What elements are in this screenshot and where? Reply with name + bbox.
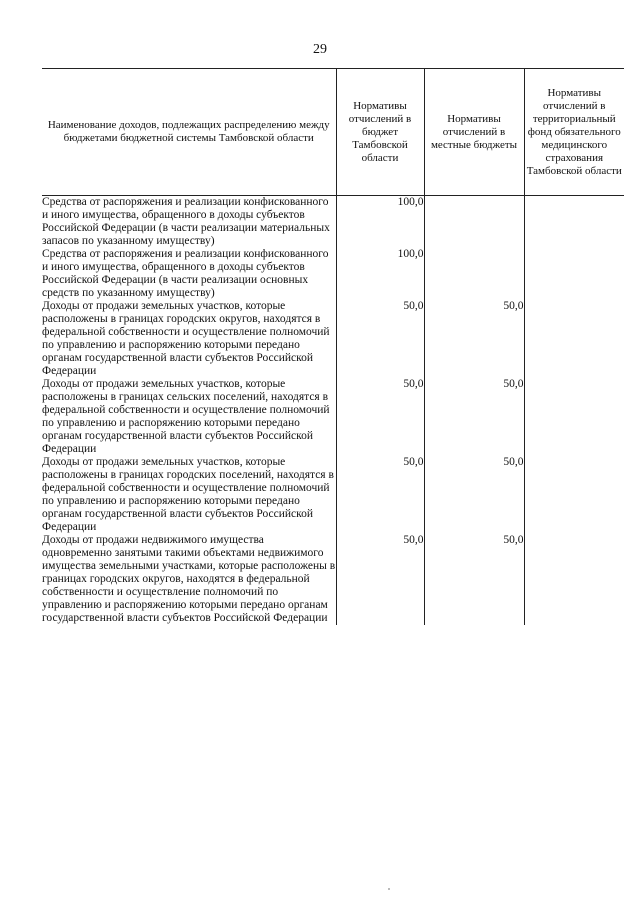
fund-norm-cell (524, 534, 624, 625)
regional-norm-cell: 100,0 (336, 248, 424, 300)
page-number: 29 (313, 42, 327, 57)
local-norm-cell: 50,0 (424, 534, 524, 625)
revenue-name-cell: Доходы от продажи земельных участков, которые расположены в границах сельских поселений, находятся в федеральной собственности и осуществление полномочий по управлению и распоряжению которыми передано органам государственной власти субъектов Российской Федерации (42, 378, 330, 455)
local-norm-cell (424, 248, 524, 300)
regional-norm-cell: 50,0 (336, 534, 424, 625)
table-row (42, 248, 624, 300)
table-row (42, 300, 624, 378)
scan-speck (388, 888, 390, 890)
revenue-name-cell: Доходы от продажи недвижимого имущества одновременно занятыми такими объектами недвижимого имущества земельными участками, которые расположены в границах городских округов, находятся в федеральной собственности и осуществление полномочий по управлению и распоряжению которыми передано органам государственной власти субъектов Российской Федерации (42, 534, 336, 624)
regional-norm-cell: 50,0 (336, 300, 424, 378)
revenue-distribution-table (42, 68, 624, 625)
table-row (42, 196, 624, 249)
table-header-row (42, 69, 624, 196)
header-local-budgets: Нормативы отчислений в местные бюджеты (424, 69, 524, 196)
header-regional-budget: Нормативы отчислений в бюджет Тамбовской области (336, 69, 424, 196)
local-norm-cell: 50,0 (424, 300, 524, 378)
fund-norm-cell (524, 196, 624, 249)
revenue-name-cell: Доходы от продажи земельных участков, которые расположены в границах городских округов, находятся в федеральной собственности и осуществление полномочий по управлению и распоряжению которыми передано органам государственной власти субъектов Российской Федерации (42, 300, 330, 377)
local-norm-cell: 50,0 (424, 378, 524, 456)
table-row (42, 378, 624, 456)
revenue-name-cell: Средства от распоряжения и реализации конфискованного и иного имущества, обращенного в доходы субъектов Российской Федерации (в части реализации основных средств по указанному имуществу) (42, 248, 329, 299)
fund-norm-cell (524, 248, 624, 300)
table-row (42, 534, 624, 625)
revenue-name-cell: Доходы от продажи земельных участков, которые расположены в границах городских поселений, находятся в федеральной собственности и осуществление полномочий по управлению и распоряжению которыми передано органам государственной власти субъектов Российской Федерации (42, 456, 334, 533)
header-revenue-name: Наименование доходов, подлежащих распределению между бюджетами бюджетной системы Тамбовской области (42, 69, 336, 196)
revenue-name-cell: Средства от распоряжения и реализации конфискованного и иного имущества, обращенного в доходы субъектов Российской Федерации (в части реализации материальных запасов по указанному имуществу) (42, 196, 330, 247)
fund-norm-cell (524, 456, 624, 534)
table-row (42, 456, 624, 534)
regional-norm-cell: 50,0 (336, 456, 424, 534)
fund-norm-cell (524, 378, 624, 456)
regional-norm-cell: 50,0 (336, 378, 424, 456)
local-norm-cell (424, 196, 524, 249)
header-medical-fund: Нормативы отчислений в территориальный фонд обязательного медицинского страхования Тамбовской области (524, 69, 624, 196)
fund-norm-cell (524, 300, 624, 378)
regional-norm-cell: 100,0 (336, 196, 424, 249)
local-norm-cell: 50,0 (424, 456, 524, 534)
